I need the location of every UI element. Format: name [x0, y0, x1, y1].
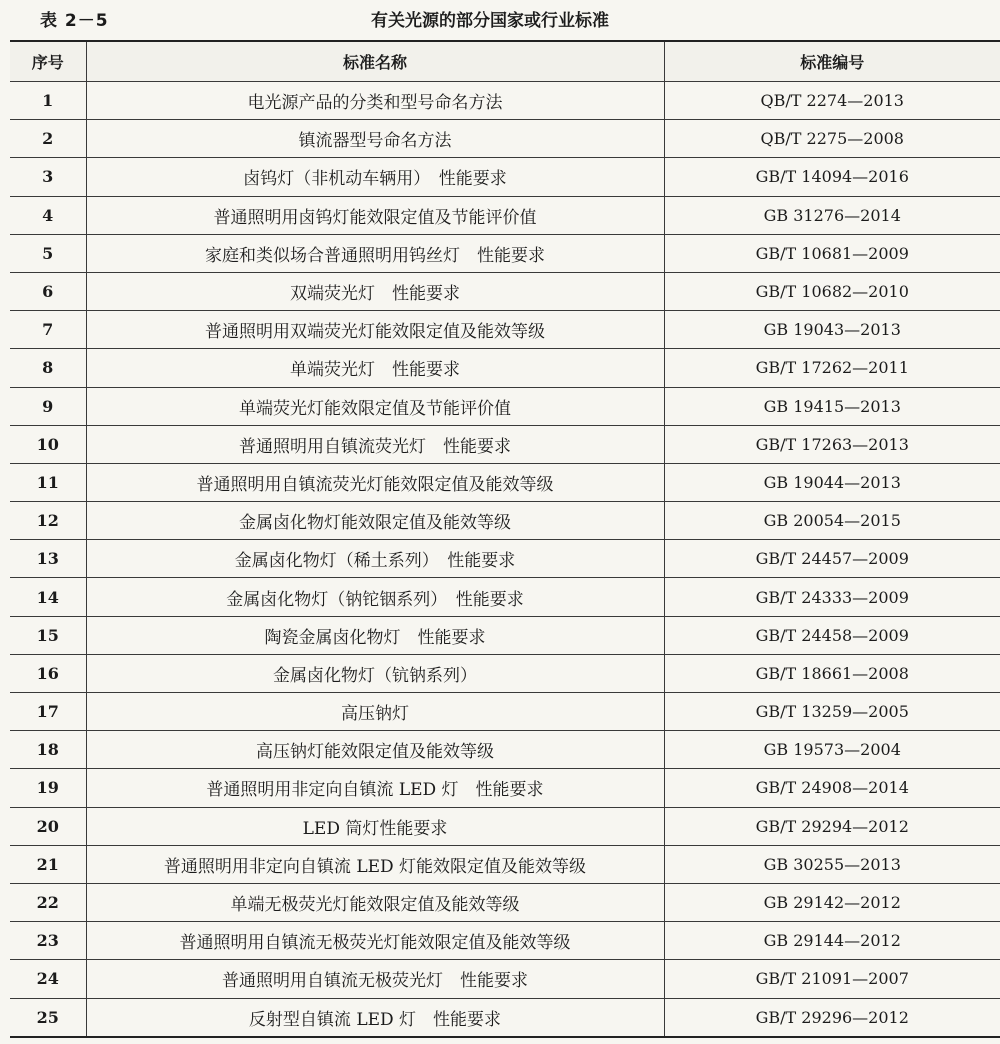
table-body	[10, 82, 1000, 1037]
table-row	[10, 349, 1000, 387]
row-standard-code: GB/T 24333—2009	[664, 578, 1000, 616]
row-standard-name: 反射型自镇流 LED 灯 性能要求	[86, 998, 664, 1037]
row-serial-number: 9	[10, 387, 86, 425]
table-row	[10, 883, 1000, 921]
row-standard-name: 金属卤化物灯能效限定值及能效等级	[86, 502, 664, 540]
row-serial-number: 7	[10, 311, 86, 349]
table-row	[10, 807, 1000, 845]
row-serial-number: 6	[10, 272, 86, 310]
row-standard-name: 普通照明用非定向自镇流 LED 灯 性能要求	[86, 769, 664, 807]
row-standard-code: GB/T 24458—2009	[664, 616, 1000, 654]
row-standard-code: GB 19043—2013	[664, 311, 1000, 349]
row-standard-code: GB 29142—2012	[664, 883, 1000, 921]
row-serial-number: 8	[10, 349, 86, 387]
header-standard-name: 标准名称	[86, 41, 664, 82]
row-standard-code: QB/T 2275—2008	[664, 120, 1000, 158]
row-standard-name: 镇流器型号命名方法	[86, 120, 664, 158]
table-row	[10, 998, 1000, 1037]
row-standard-code: GB/T 14094—2016	[664, 158, 1000, 196]
row-serial-number: 1	[10, 82, 86, 120]
row-standard-code: GB/T 24908—2014	[664, 769, 1000, 807]
row-standard-code: GB/T 21091—2007	[664, 960, 1000, 998]
row-standard-code: GB/T 13259—2005	[664, 693, 1000, 731]
table-row	[10, 120, 1000, 158]
table-row	[10, 769, 1000, 807]
row-standard-name: 电光源产品的分类和型号命名方法	[86, 82, 664, 120]
row-standard-name: 高压钠灯	[86, 693, 664, 731]
row-serial-number: 11	[10, 463, 86, 501]
row-serial-number: 3	[10, 158, 86, 196]
table-row	[10, 311, 1000, 349]
header-row	[10, 41, 1000, 82]
row-serial-number: 17	[10, 693, 86, 731]
header-standard-code: 标准编号	[664, 41, 1000, 82]
table-row	[10, 272, 1000, 310]
row-standard-name: 普通照明用自镇流荧光灯 性能要求	[86, 425, 664, 463]
standards-table	[10, 40, 1000, 1038]
row-standard-name: 普通照明用非定向自镇流 LED 灯能效限定值及能效等级	[86, 845, 664, 883]
row-serial-number: 15	[10, 616, 86, 654]
table-row	[10, 845, 1000, 883]
table-row	[10, 82, 1000, 120]
row-standard-code: GB/T 10682—2010	[664, 272, 1000, 310]
table-title: 有关光源的部分国家或行业标准	[371, 11, 609, 31]
row-standard-name: 高压钠灯能效限定值及能效等级	[86, 731, 664, 769]
row-standard-code: GB/T 17262—2011	[664, 349, 1000, 387]
row-serial-number: 20	[10, 807, 86, 845]
table-row	[10, 693, 1000, 731]
row-standard-code: GB 29144—2012	[664, 922, 1000, 960]
row-standard-code: GB/T 18661—2008	[664, 654, 1000, 692]
row-standard-name: 普通照明用卤钨灯能效限定值及节能评价值	[86, 196, 664, 234]
row-standard-code: GB 19415—2013	[664, 387, 1000, 425]
row-standard-code: GB/T 29296—2012	[664, 998, 1000, 1037]
row-standard-code: GB 31276—2014	[664, 196, 1000, 234]
row-standard-code: GB 20054—2015	[664, 502, 1000, 540]
row-standard-name: 双端荧光灯 性能要求	[86, 272, 664, 310]
row-standard-code: GB/T 10681—2009	[664, 234, 1000, 272]
table-row	[10, 654, 1000, 692]
row-serial-number: 22	[10, 883, 86, 921]
row-serial-number: 14	[10, 578, 86, 616]
row-serial-number: 23	[10, 922, 86, 960]
row-serial-number: 16	[10, 654, 86, 692]
header-serial-number: 序号	[10, 41, 86, 82]
table-header	[10, 41, 1000, 82]
row-standard-name: 普通照明用自镇流无极荧光灯 性能要求	[86, 960, 664, 998]
row-standard-name: 陶瓷金属卤化物灯 性能要求	[86, 616, 664, 654]
row-standard-code: GB 19573—2004	[664, 731, 1000, 769]
row-standard-name: 家庭和类似场合普通照明用钨丝灯 性能要求	[86, 234, 664, 272]
row-standard-name: 金属卤化物灯（钠铊铟系列） 性能要求	[86, 578, 664, 616]
table-row	[10, 540, 1000, 578]
row-serial-number: 10	[10, 425, 86, 463]
row-standard-name: 普通照明用双端荧光灯能效限定值及能效等级	[86, 311, 664, 349]
table-row	[10, 578, 1000, 616]
row-standard-code: GB/T 29294—2012	[664, 807, 1000, 845]
table-row	[10, 731, 1000, 769]
row-standard-name: 普通照明用自镇流无极荧光灯能效限定值及能效等级	[86, 922, 664, 960]
row-standard-name: 单端荧光灯能效限定值及节能评价值	[86, 387, 664, 425]
row-standard-name: 单端无极荧光灯能效限定值及能效等级	[86, 883, 664, 921]
row-standard-name: 普通照明用自镇流荧光灯能效限定值及能效等级	[86, 463, 664, 501]
table-row	[10, 502, 1000, 540]
row-serial-number: 25	[36, 1007, 59, 1027]
table-number: 表 2－5	[40, 11, 109, 31]
row-standard-name: 金属卤化物灯（钪钠系列）	[86, 654, 664, 692]
row-standard-code: GB 19044—2013	[664, 463, 1000, 501]
row-standard-code: GB/T 17263—2013	[664, 425, 1000, 463]
table-row	[10, 196, 1000, 234]
row-standard-code: QB/T 2274—2013	[664, 82, 1000, 120]
row-serial-number: 12	[10, 502, 86, 540]
row-standard-name: 卤钨灯（非机动车辆用） 性能要求	[86, 158, 664, 196]
row-serial-number: 5	[10, 234, 86, 272]
table-row	[10, 616, 1000, 654]
row-serial-number: 19	[10, 769, 86, 807]
row-standard-name: 金属卤化物灯（稀土系列） 性能要求	[86, 540, 664, 578]
row-serial-number: 24	[10, 960, 86, 998]
table-row	[10, 234, 1000, 272]
table-row	[10, 922, 1000, 960]
row-standard-code: GB 30255—2013	[664, 845, 1000, 883]
table-caption	[0, 0, 1000, 36]
table-row	[10, 158, 1000, 196]
row-standard-code: GB/T 24457—2009	[664, 540, 1000, 578]
row-serial-number: 21	[10, 845, 86, 883]
row-serial-number: 2	[10, 120, 86, 158]
row-standard-name: LED 筒灯性能要求	[86, 807, 664, 845]
row-standard-name: 单端荧光灯 性能要求	[86, 349, 664, 387]
table-row	[10, 387, 1000, 425]
table-row	[10, 425, 1000, 463]
row-serial-number: 13	[10, 540, 86, 578]
row-serial-number: 18	[10, 731, 86, 769]
table-row	[10, 463, 1000, 501]
row-serial-number: 4	[10, 196, 86, 234]
table-row	[10, 960, 1000, 998]
